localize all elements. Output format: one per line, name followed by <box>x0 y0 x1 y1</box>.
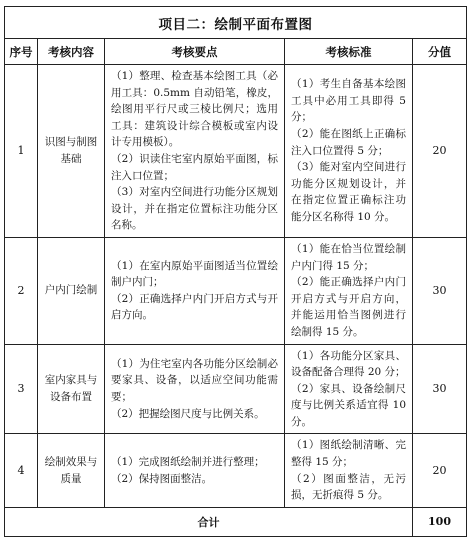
row-standards <box>285 344 413 434</box>
point-item: （1）为住宅室内各功能分区绘制必要家具、设备，以适应空间功能需要； <box>111 357 278 403</box>
row-points <box>105 344 285 434</box>
standard-item: （2）能正确选择户内门开启方式与开启方向，并能运用恰当图例进行绘制得 15 分。 <box>291 276 406 338</box>
total-score: 100 <box>413 507 467 536</box>
standard-item: （1）考生自备基本绘图工具中必用工具即得 5 分； <box>291 78 406 124</box>
point-item: （2）保持图面整洁。 <box>111 472 213 485</box>
point-item: （2）正确选择户内门开启方式与开启方向。 <box>111 292 278 322</box>
standard-item: （1）能在恰当位置绘制户内门得 15 分； <box>291 242 406 272</box>
standard-item: （1）各功能分区家具、设备配备合理得 20 分； <box>291 349 406 379</box>
row-points <box>105 237 285 344</box>
row-number: 3 <box>5 344 38 434</box>
row-score: 20 <box>413 434 467 507</box>
point-item: （2）把握绘图尺度与比例关系。 <box>111 407 265 420</box>
table-row <box>5 344 467 434</box>
table-title: 项目二：绘制平面布置图 <box>5 7 467 39</box>
point-item: （2）识读住宅室内原始平面图，标注入口位置； <box>111 152 278 182</box>
row-content: 绘制效果与质量 <box>38 434 105 507</box>
row-standards <box>285 237 413 344</box>
row-points <box>105 434 285 507</box>
header-points: 考核要点 <box>105 39 285 65</box>
point-item: （1）完成图纸绘制并进行整理； <box>111 456 265 469</box>
assessment-table-wrapper <box>4 6 466 537</box>
header-no: 序号 <box>5 39 38 65</box>
row-number: 2 <box>5 237 38 344</box>
row-number: 1 <box>5 65 38 238</box>
table-row <box>5 65 467 238</box>
row-score: 30 <box>413 237 467 344</box>
standard-item: （2）图面整洁，无污损，无折痕得 5 分。 <box>291 472 406 502</box>
standard-item: （1）图纸绘制清晰、完整得 15 分； <box>291 439 406 469</box>
row-content: 识图与制图基础 <box>38 65 105 238</box>
total-row <box>5 507 467 536</box>
point-item: （3）对室内空间进行功能分区规划设计，并在指定位置标注功能分区名称。 <box>111 186 278 232</box>
table-row <box>5 434 467 507</box>
total-label: 合计 <box>5 507 413 536</box>
row-standards <box>285 65 413 238</box>
row-number: 4 <box>5 434 38 507</box>
row-standards <box>285 434 413 507</box>
header-content: 考核内容 <box>38 39 105 65</box>
standard-item: （2）家具、设备绘制尺度与比例关系适宜得 10 分。 <box>291 382 406 428</box>
table-header-row <box>5 39 467 65</box>
assessment-table <box>4 6 467 537</box>
row-score: 30 <box>413 344 467 434</box>
row-points <box>105 65 285 238</box>
standard-item: （3）能对室内空间进行功能分区规划设计，并在指定位置正确标注功能分区名称得 10 分。 <box>291 161 406 224</box>
standard-item: （2）能在图纸上正确标注入口位置得 5 分； <box>291 128 406 157</box>
header-standards: 考核标准 <box>285 39 413 65</box>
point-item: （1）在室内原始平面图适当位置绘制户内门； <box>111 259 278 289</box>
header-score: 分值 <box>413 39 467 65</box>
table-row <box>5 237 467 344</box>
row-content: 户内门绘制 <box>38 237 105 344</box>
point-item: （1）整理、检查基本绘图工具（必用工具：0.5mm 自动铅笔，橡皮，绘图用平行尺或三棱比例尺；选用工具：建筑设计综合模板或室内设计专用模板）。 <box>111 70 278 149</box>
row-score: 20 <box>413 65 467 238</box>
row-content: 室内家具与设备布置 <box>38 344 105 434</box>
